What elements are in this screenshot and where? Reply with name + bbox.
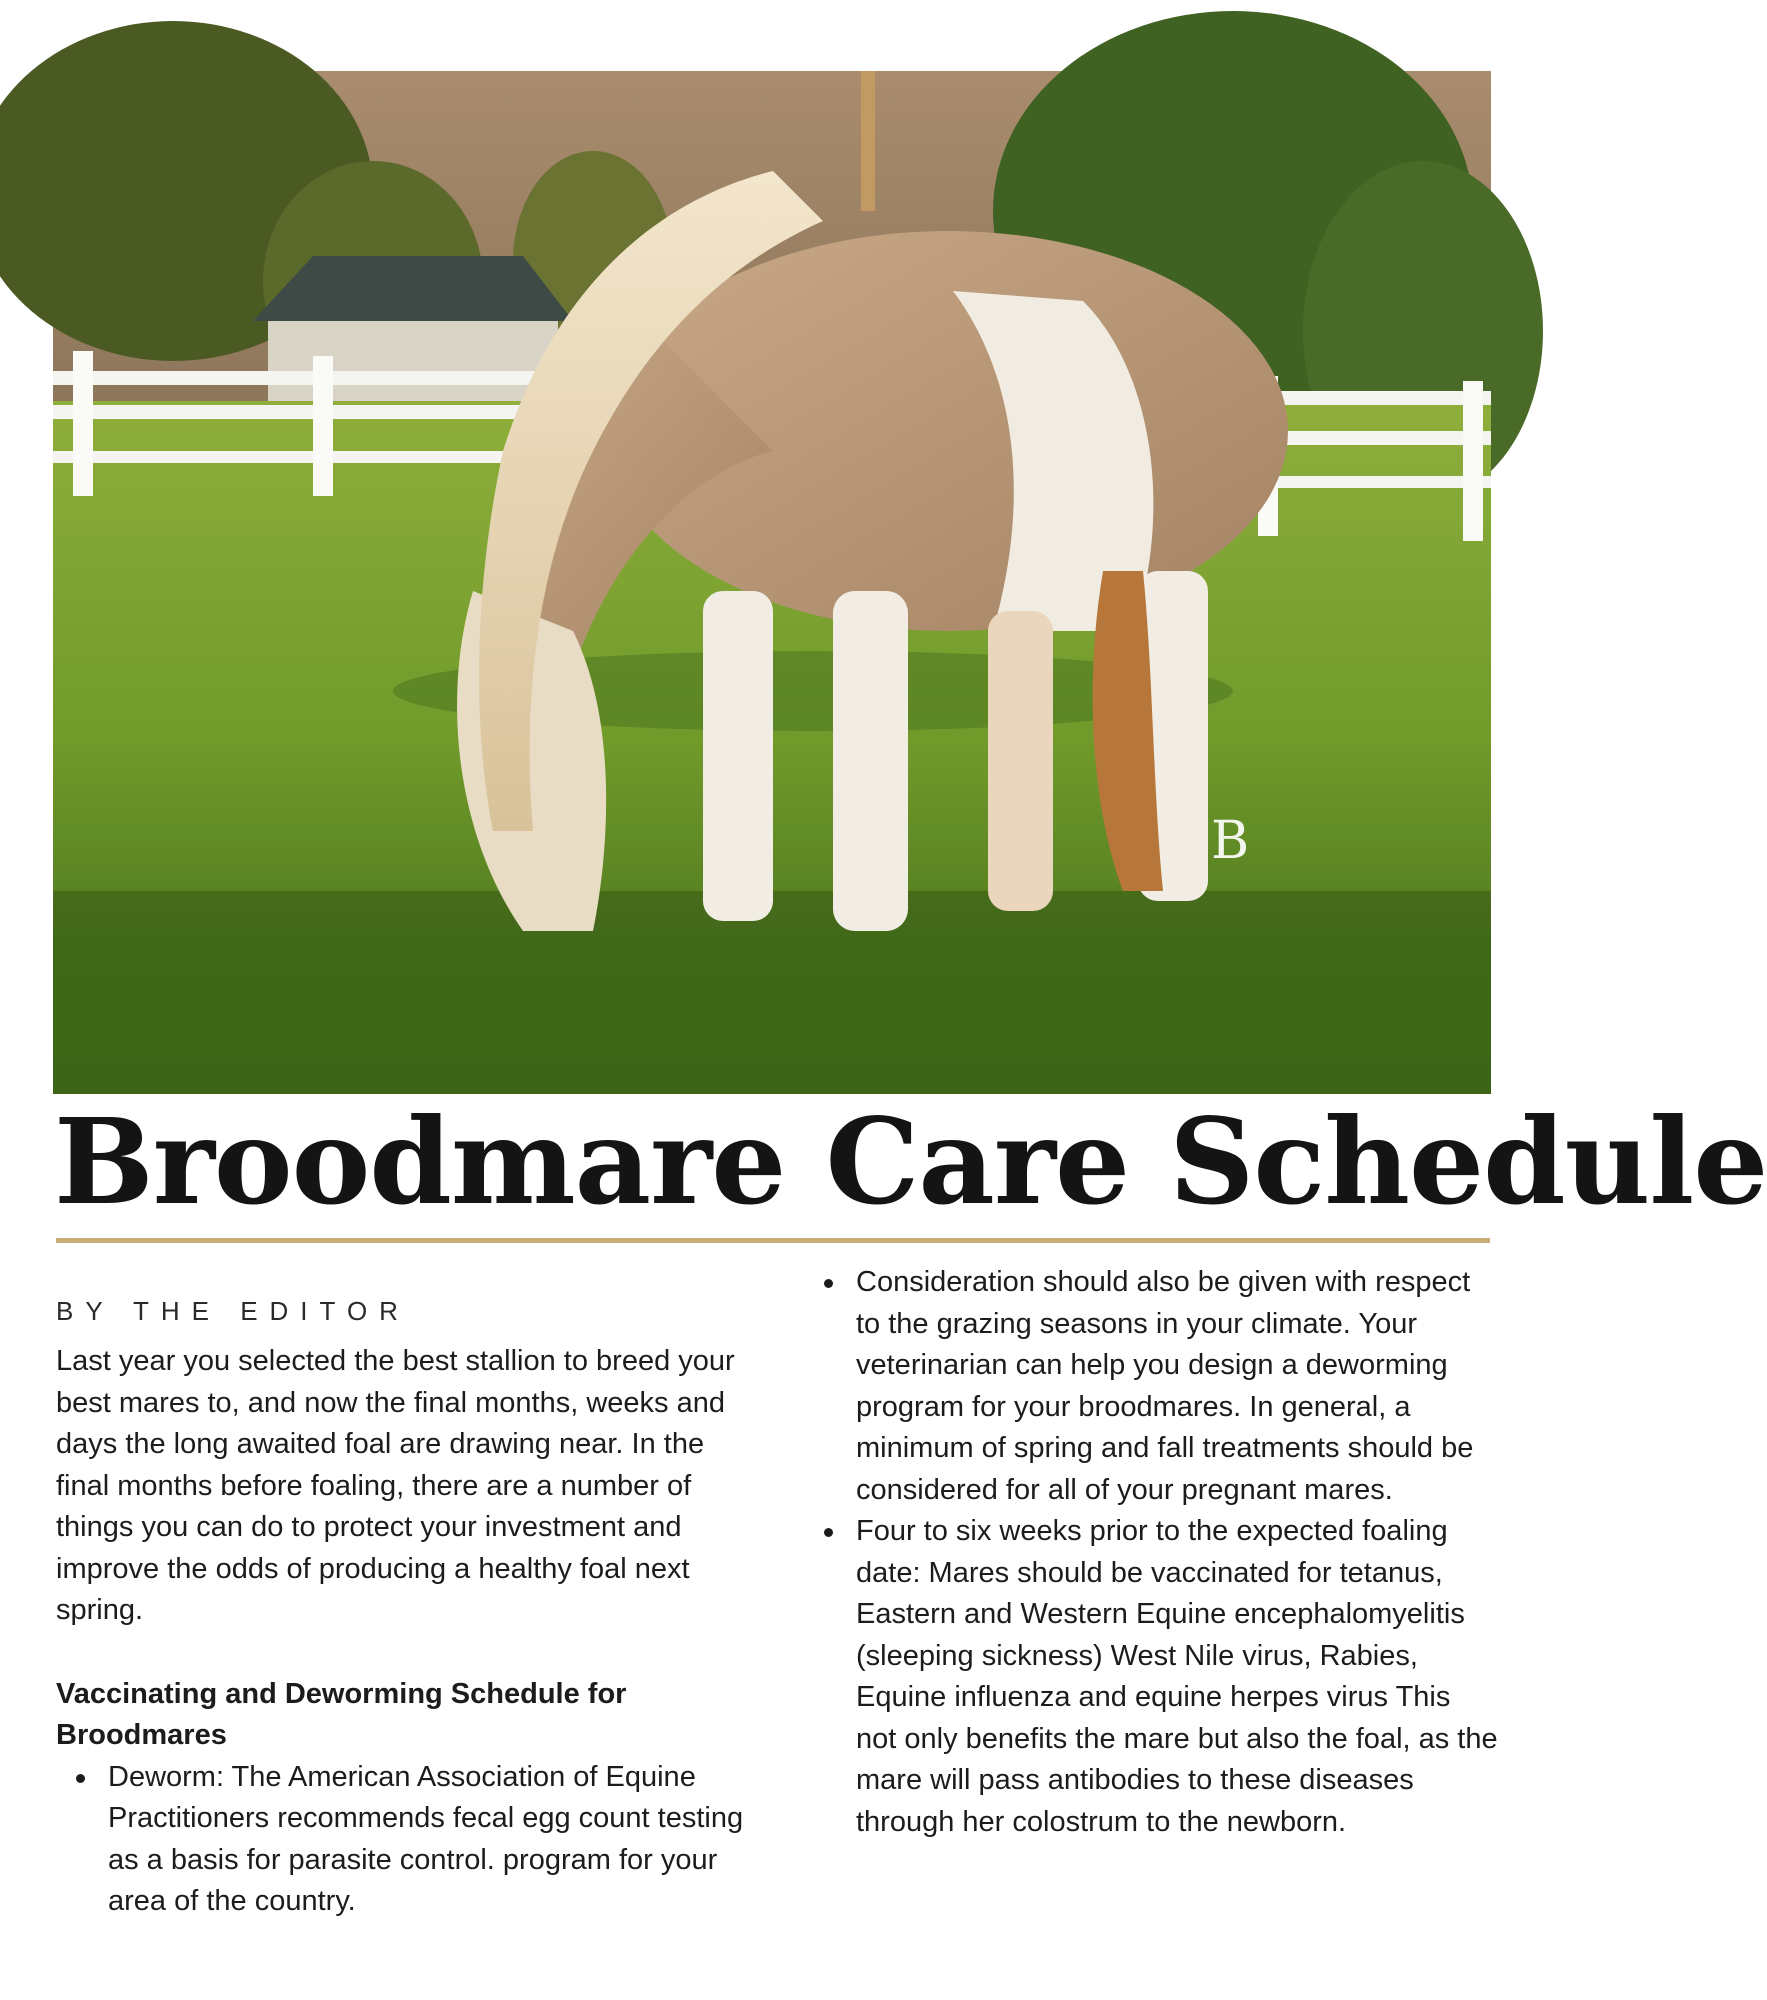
list-item-text: Consideration should also be given with respect to the grazing seasons in your climate. Your veterinarian can help you design a deworming program for your broodmares. In general, a minimum of spring and fall treatments should be considered for all of your pregnant mares. — [856, 1266, 1474, 1506]
right-bullet-list — [818, 1262, 1498, 1843]
bullet-icon — [824, 1528, 833, 1537]
byline: BY THE EDITOR — [56, 1296, 410, 1326]
list-item — [56, 1757, 756, 1923]
mare-grazing-illustration — [53, 71, 1491, 1094]
section-heading: Vaccinating and Deworming Schedule for Broodmares — [56, 1677, 627, 1751]
list-item — [818, 1262, 1498, 1511]
watermark-logo: B — [1211, 811, 1246, 871]
list-item-text: Deworm: The American Association of Equine Practitioners recommends fecal egg count testing as a basis for parasite control. program for your area of the country. — [108, 1760, 744, 1917]
bullet-icon — [824, 1279, 833, 1288]
left-column — [56, 1282, 756, 1923]
title-divider — [56, 1238, 1490, 1243]
hero-photo — [53, 71, 1491, 1094]
intro-paragraph: Last year you selected the best stallion to breed your best mares to, and now the final months, weeks and days the long awaited foal are drawing near. In the final months before foaling, there are a number of things you can do to protect your investment and improve the odds of producing a healthy foal next spring. — [56, 1345, 735, 1626]
bullet-icon — [76, 1774, 85, 1783]
left-bullet-list — [56, 1757, 756, 1923]
right-column — [818, 1262, 1498, 1843]
list-item-text: Four to six weeks prior to the expected foaling date: Mares should be vaccinated for tetanus, Eastern and Western Equine encephalomyelitis (sleeping sickness) West Nile virus, Rabies, Equine influenza and equine herpes virus This not only benefits the mare but also the foal, as the mare will pass antibodies to these diseases through her colostrum to the newborn. — [856, 1515, 1498, 1838]
page-title: Broodmare Care Schedule — [54, 1092, 1767, 1231]
list-item — [818, 1511, 1498, 1843]
